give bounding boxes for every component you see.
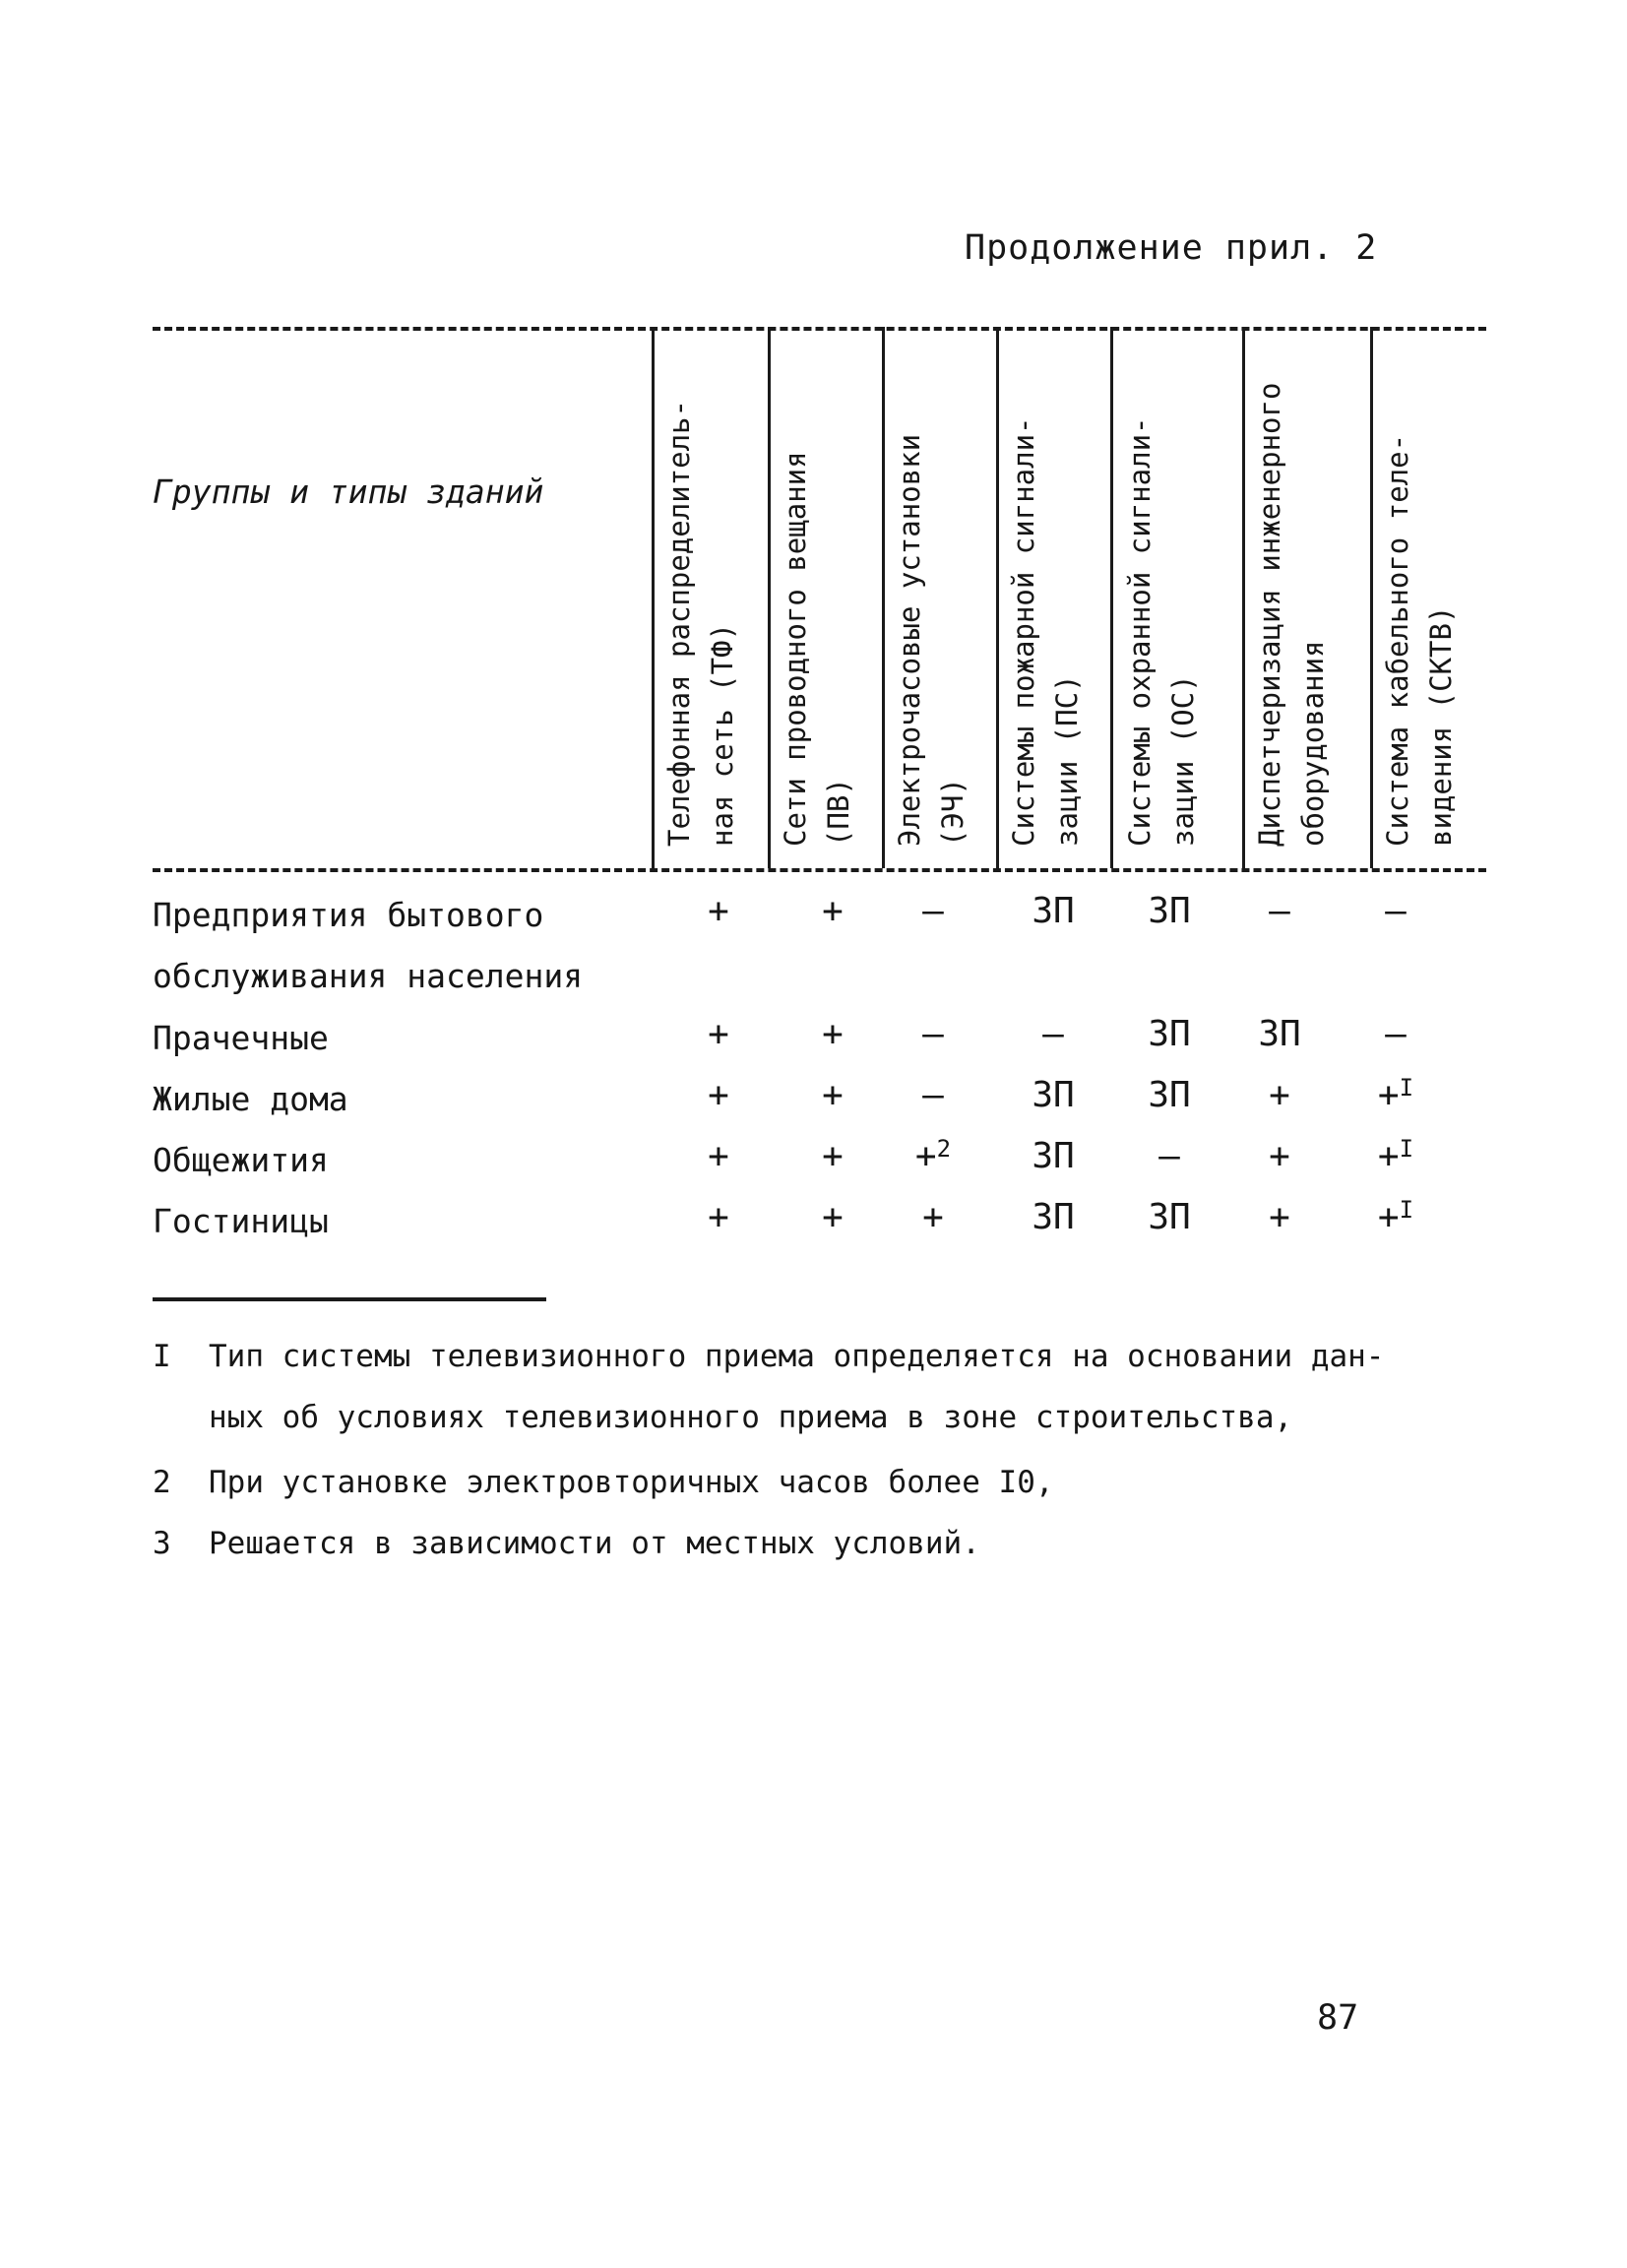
footnote-text: При установке электровторичных часов более I0,: [209, 1465, 1054, 1500]
table-cell: [1135, 892, 1204, 931]
cell-value: +: [822, 1014, 844, 1054]
cell-value: –: [1385, 1014, 1407, 1054]
cell-value: +: [1269, 1075, 1290, 1115]
row-label: Жилые дома: [153, 1080, 348, 1118]
footnote-text-continued: ных об условиях телевизионного приема в зоне строительства,: [209, 1400, 1293, 1435]
table-cell: [798, 1137, 867, 1176]
cell-value: ЗП: [1032, 1075, 1075, 1115]
column-header-tf: Телефонная распределитель- ная сеть (ТФ): [662, 400, 739, 847]
table-cell: [1361, 1076, 1430, 1115]
table-cell: [899, 1137, 968, 1176]
table-cell: [684, 1137, 753, 1176]
table-cell: [1019, 892, 1088, 931]
cell-value: +: [1377, 1136, 1400, 1176]
cell-value: +: [922, 1197, 944, 1237]
table-cell: [1135, 1137, 1204, 1176]
row-label: Прачечные: [153, 1019, 329, 1057]
table-cell: [1245, 892, 1314, 931]
group-column-header: Группы и типы зданий: [153, 472, 544, 511]
table-cell: [1245, 1137, 1314, 1176]
table-cell: [1135, 1015, 1204, 1054]
column-header-os: Системы охранной сигнали- зации (ОС): [1123, 416, 1200, 847]
cell-value: +: [1269, 1197, 1290, 1237]
table-cell: [1019, 1198, 1088, 1237]
cell-value: +: [708, 1197, 729, 1237]
row-label: Гостиницы: [153, 1202, 329, 1240]
column-divider: [882, 327, 885, 868]
cell-value: –: [1158, 1136, 1180, 1176]
column-header-pv: Сети проводного вещания (ПВ): [779, 451, 855, 847]
cell-value: ЗП: [1148, 1014, 1191, 1054]
table-top-rule: [153, 327, 1486, 331]
table-cell: [899, 892, 968, 931]
footnote-ref: I: [1399, 1135, 1414, 1163]
column-divider: [652, 327, 655, 868]
table-cell: [1019, 1076, 1088, 1115]
column-divider: [996, 327, 999, 868]
cell-value: +: [822, 1136, 844, 1176]
table-cell: [1135, 1198, 1204, 1237]
cell-value: –: [922, 1075, 944, 1115]
cell-value: –: [1269, 891, 1290, 931]
table-cell: [798, 1076, 867, 1115]
cell-value: ЗП: [1032, 1136, 1075, 1176]
footnote-ref: I: [1399, 1074, 1414, 1102]
footnote-2: [0, 1463, 1627, 1506]
cell-value: ЗП: [1032, 1197, 1075, 1237]
row-label: Предприятия бытового: [153, 896, 544, 934]
footnote-number: 2: [153, 1465, 171, 1500]
table-cell: [1361, 1198, 1430, 1237]
table-cell: [899, 1198, 968, 1237]
table-cell: [899, 1076, 968, 1115]
cell-value: +: [708, 1075, 729, 1115]
cell-value: ЗП: [1258, 1014, 1301, 1054]
column-header-sktv: Система кабельного теле- видения (СКТВ): [1381, 433, 1458, 847]
cell-value: ЗП: [1032, 891, 1075, 931]
cell-value: –: [1042, 1014, 1064, 1054]
table-cell: [1019, 1137, 1088, 1176]
cell-value: +: [914, 1136, 937, 1176]
footnote-text: Решается в зависимости от местных условий.: [209, 1526, 980, 1561]
column-divider: [1110, 327, 1113, 868]
column-divider: [768, 327, 771, 868]
table-cell: [684, 1015, 753, 1054]
cell-value: ЗП: [1148, 1197, 1191, 1237]
column-header-ps: Системы пожарной сигнали- зации (ПС): [1007, 416, 1084, 847]
footnote-text: Тип системы телевизионного приема определяется на основании дан-: [209, 1339, 1385, 1374]
column-divider: [1242, 327, 1245, 868]
cell-value: +: [822, 1075, 844, 1115]
column-divider: [1370, 327, 1373, 868]
row-label: Общежития: [153, 1141, 329, 1179]
footnote-ref: 2: [936, 1135, 952, 1163]
column-header-dispatch: Диспетчеризация инженерного оборудования: [1253, 382, 1330, 847]
continuation-note: Продолжение прил. 2: [965, 228, 1378, 268]
footnote-number: I: [153, 1339, 171, 1374]
cell-value: ЗП: [1148, 1075, 1191, 1115]
cell-value: –: [922, 1014, 944, 1054]
table-header-rule: [153, 868, 1486, 872]
column-header-ech: Электрочасовые установки (ЭЧ): [893, 433, 970, 847]
cell-value: +: [1377, 1197, 1400, 1237]
table-cell: [899, 1015, 968, 1054]
cell-value: +: [708, 891, 729, 931]
table-cell: [798, 1198, 867, 1237]
table-cell: [1361, 1137, 1430, 1176]
footnote-separator: [153, 1297, 546, 1301]
cell-value: ЗП: [1148, 891, 1191, 931]
table-cell: [1245, 1198, 1314, 1237]
table-cell: [1361, 1015, 1430, 1054]
table-cell: [684, 892, 753, 931]
table-cell: [1135, 1076, 1204, 1115]
table-cell: [798, 1015, 867, 1054]
row-label-continued: обслуживания населения: [153, 957, 584, 995]
table-cell: [798, 892, 867, 931]
table-cell: [1361, 892, 1430, 931]
cell-value: +: [822, 891, 844, 931]
footnote-1: [0, 1337, 1627, 1435]
footnote-ref: I: [1399, 1196, 1414, 1224]
cell-value: +: [1269, 1136, 1290, 1176]
cell-value: +: [1377, 1075, 1400, 1115]
cell-value: –: [922, 891, 944, 931]
page-number: 87: [1317, 1998, 1359, 2038]
cell-value: +: [708, 1136, 729, 1176]
footnote-3: [0, 1524, 1627, 1567]
cell-value: –: [1385, 891, 1407, 931]
table-cell: [1245, 1076, 1314, 1115]
table-cell: [684, 1198, 753, 1237]
cell-value: +: [708, 1014, 729, 1054]
table-cell: [684, 1076, 753, 1115]
cell-value: +: [822, 1197, 844, 1237]
table-cell: [1245, 1015, 1314, 1054]
footnote-number: 3: [153, 1526, 171, 1561]
table-cell: [1019, 1015, 1088, 1054]
